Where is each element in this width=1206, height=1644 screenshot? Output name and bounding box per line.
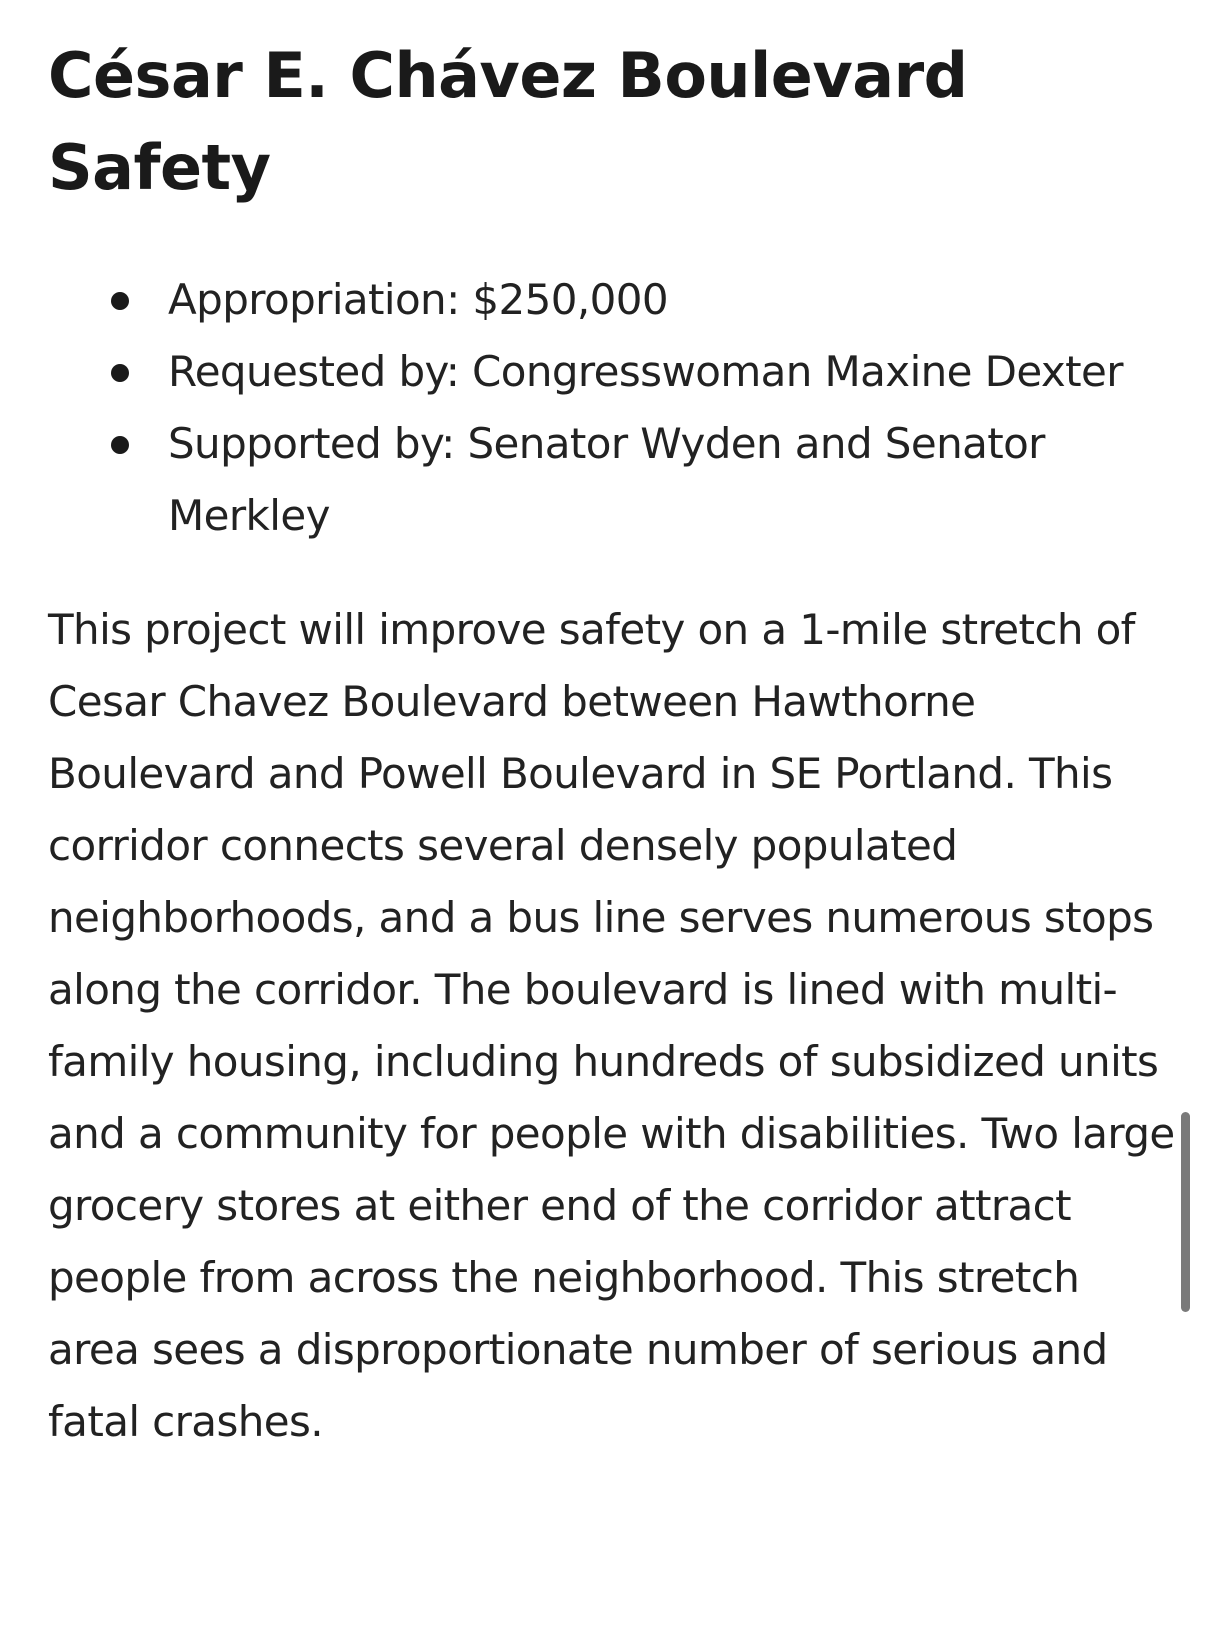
scrollbar-thumb[interactable] <box>1181 1112 1190 1312</box>
project-details-list <box>48 264 1160 552</box>
bullet-icon <box>111 436 129 454</box>
project-description: This project will improve safety on a 1-mile stretch of Cesar Chavez Boulevard between Hawthorne Boulevard and Powell Boulevard in SE Portland. This corridor connects several densely populated neighborhoods, and a bus line serves numerous stops along the corridor. The boulevard is lined with multi-family housing, including hundreds of subsidized units and a community for people with disabilities. Two large grocery stores at either end of the corridor attract people from across the neighborhood. This stretch area sees a disproportionate number of serious and fatal crashes. <box>48 605 1175 1446</box>
article <box>48 30 1175 1458</box>
detail-requested-by <box>48 336 1160 408</box>
detail-appropriation <box>48 264 1160 336</box>
bullet-icon <box>111 292 129 310</box>
detail-requested-by-text: Requested by: Congresswoman Maxine Dexter <box>168 347 1123 396</box>
bullet-icon <box>111 364 129 382</box>
detail-supported-by <box>48 408 1160 552</box>
page-title: César E. Chávez Boulevard Safety <box>48 39 968 204</box>
detail-supported-by-text: Supported by: Senator Wyden and Senator Merkley <box>168 419 1045 540</box>
detail-appropriation-text: Appropriation: $250,000 <box>168 275 668 324</box>
